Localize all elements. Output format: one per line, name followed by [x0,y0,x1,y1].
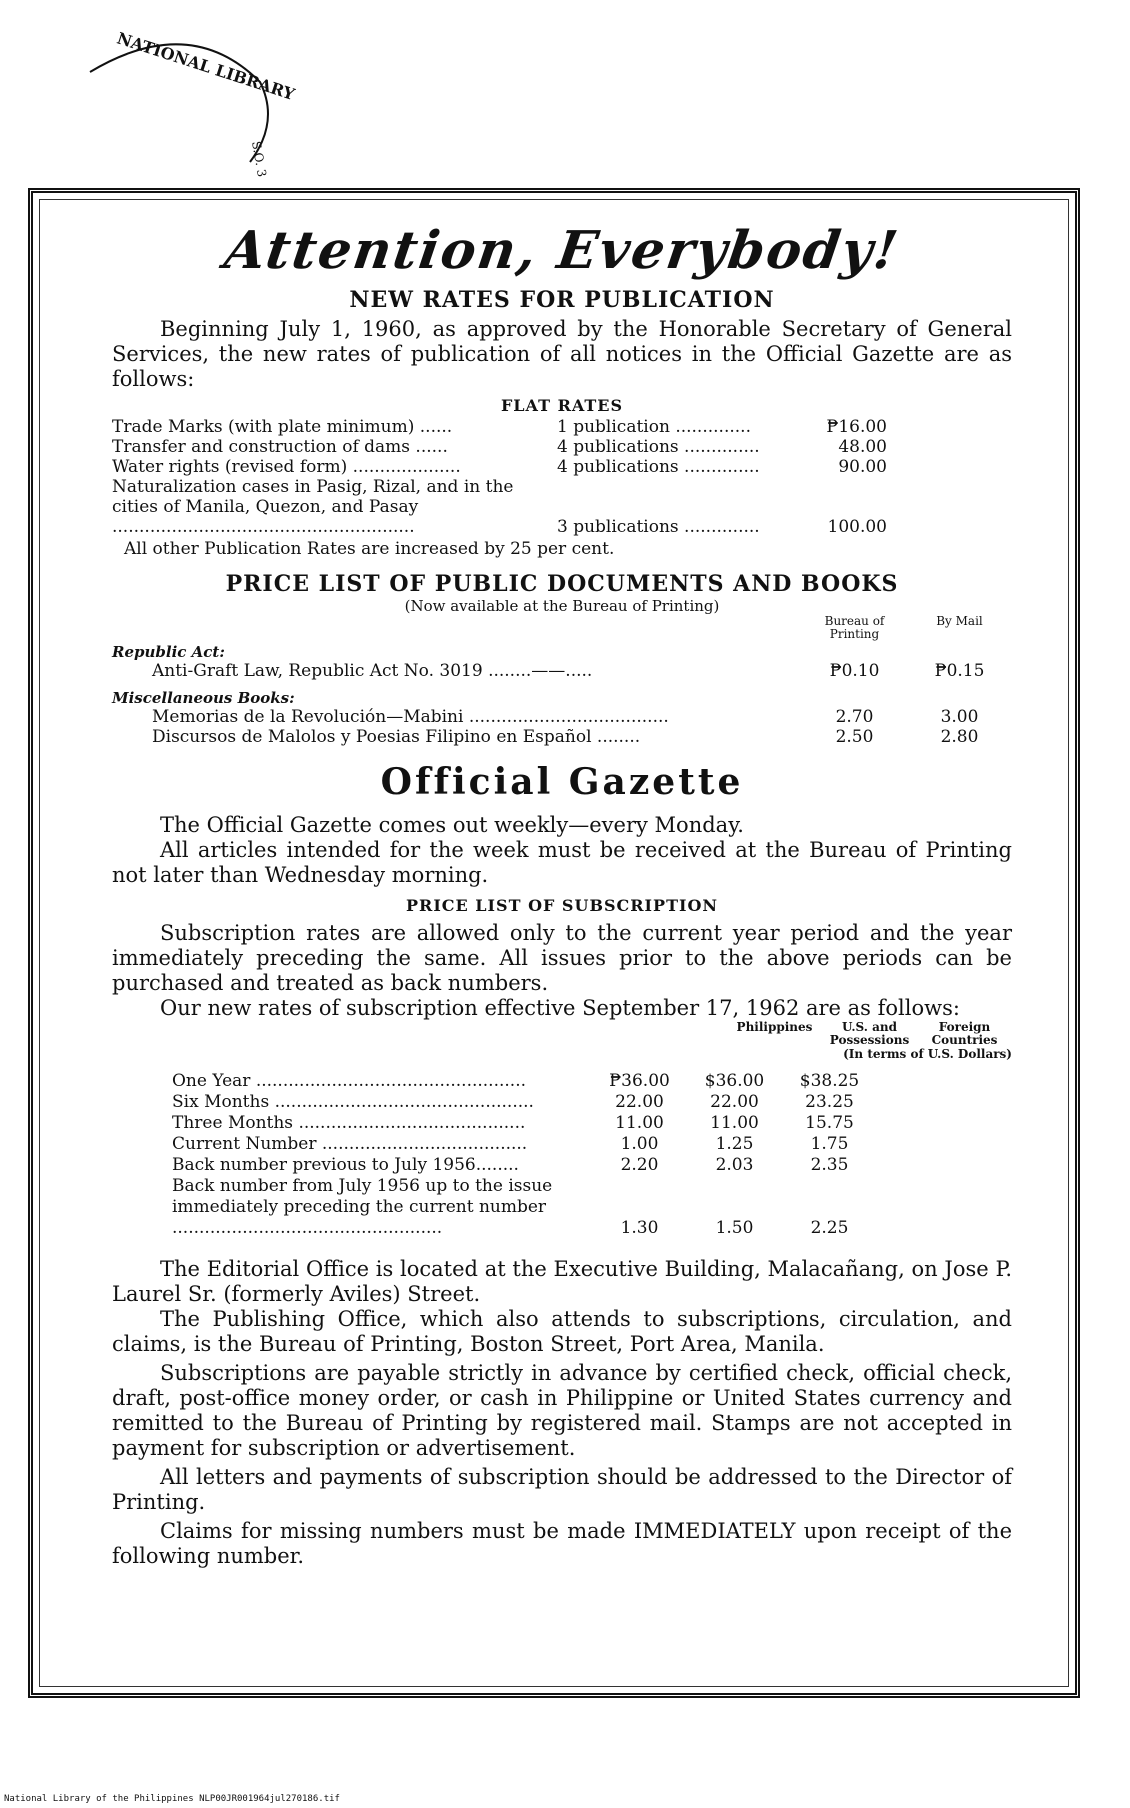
attention-heading: Attention, Everybody! [220,220,904,281]
doc-name: Anti-Graft Law, Republic Act No. 3019 ........——..... [152,661,593,681]
svg-text:S.O. 3: S.O. 3 [249,140,270,178]
gazette-p4: Our new rates of subscription effective September 17, 1962 are as follows: [160,996,960,1020]
subscription-row [112,1113,1012,1134]
subscription-row [112,1155,1012,1176]
rate-item: Trade Marks (with plate minimum) ...... [112,417,453,437]
rate-row [112,417,1012,437]
sub-period: One Year .................................................. [172,1071,527,1091]
subscription-row [112,1071,1012,1092]
sub-period: Current Number ...................................... [172,1134,528,1154]
col-us: U.S. and Possessions [829,1020,910,1047]
doc-price-mail: ₱0.15 [934,661,985,681]
sub-us: 2.03 [715,1155,754,1175]
sub-fc: $38.25 [799,1071,860,1091]
rate-pubs: 3 publications .............. [557,517,760,537]
flat-rates-title: FLAT RATES [500,396,624,415]
subscription-row [112,1176,1012,1239]
gazette-p5: The Editorial Office is located at the Executive Building, Malacañang, on Jose P. Laurel Sr. (formerly Aviles) Street. [112,1257,1012,1306]
section-misc-books: Miscellaneous Books: [112,689,295,707]
doc-price-bureau: ₱0.10 [829,661,880,681]
col-bureau: Bureau of Printing [824,614,885,641]
document-body [112,220,1012,1569]
rate-value: 48.00 [838,437,887,457]
subscription-columns-note: (In terms of U.S. Dollars) [843,1047,1012,1061]
price-list-title: PRICE LIST OF PUBLIC DOCUMENTS AND BOOKS [225,571,899,597]
sub-ph: 22.00 [615,1092,664,1112]
sub-fc: 1.75 [810,1134,849,1154]
subscription-columns [112,1021,1012,1047]
doc-name: Discursos de Malolos y Poesias Filipino en Español ........ [152,727,641,747]
rate-pubs: 4 publications .............. [557,437,760,457]
sub-ph: 2.20 [620,1155,659,1175]
rate-row [112,457,1012,477]
new-rates-title: NEW RATES FOR PUBLICATION [349,287,775,313]
subscription-row [112,1134,1012,1155]
svg-text:NATIONAL LIBRARY: NATIONAL LIBRARY [114,28,297,104]
rate-item: Water rights (revised form) .................... [112,457,461,477]
rate-pubs: 1 publication .............. [557,417,751,437]
rate-row [112,437,1012,457]
sub-period: Back number from July 1956 up to the issue immediately preceding the current number .................................................. [172,1176,553,1238]
doc-row [112,727,1012,747]
sub-us: 11.00 [710,1113,759,1133]
scan-footer: National Library of the Philippines NLP00JR001964jul270186.tif [4,1794,340,1804]
price-list-columns [112,615,1012,641]
doc-price-bureau: 2.50 [835,727,874,747]
rate-value: 90.00 [838,457,887,477]
doc-price-mail: 2.80 [940,727,979,747]
rate-row [112,477,1012,537]
doc-price-mail: 3.00 [940,707,979,727]
doc-name: Memorias de la Revolución—Mabini ..................................... [152,707,669,727]
sub-us: $36.00 [704,1071,765,1091]
gazette-p2: All articles intended for the week must be received at the Bureau of Printing not later than Wednesday morning. [112,838,1012,887]
sub-ph: 11.00 [615,1113,664,1133]
rate-value: 100.00 [827,517,887,537]
section-republic-act: Republic Act: [112,643,225,661]
sub-period: Three Months .......................................... [172,1113,526,1133]
doc-row [112,661,1012,681]
gazette-p8: All letters and payments of subscription should be addressed to the Director of Printing. [112,1465,1012,1514]
sub-us: 1.50 [715,1218,754,1238]
subscription-row [112,1092,1012,1113]
price-list-subtitle: (Now available at the Bureau of Printing) [404,597,720,615]
col-philippines: Philippines [736,1020,813,1034]
gazette-p7: Subscriptions are payable strictly in advance by certified check, official check, draft, post-office money order, or cash in Philippine or United States currency and remitted to the Bureau of Printing by registered mail. Stamps are not accepted in payment for subscription or advertisement. [112,1361,1012,1460]
doc-price-bureau: 2.70 [835,707,874,727]
gazette-p6: The Publishing Office, which also attends to subscriptions, circulation, and claims, is the Bureau of Printing, Boston Street, Port Area, Manila. [112,1307,1012,1356]
sub-ph: 1.00 [620,1134,659,1154]
doc-row [112,707,1012,727]
sub-us: 1.25 [715,1134,754,1154]
new-rates-intro: Beginning July 1, 1960, as approved by the Honorable Secretary of General Services, the new rates of publication of all notices in the Official Gazette are as follows: [112,317,1012,391]
subscription-price-title: PRICE LIST OF SUBSCRIPTION [405,896,719,915]
rate-pubs: 4 publications .............. [557,457,760,477]
sub-fc: 2.25 [810,1218,849,1238]
sub-period: Back number previous to July 1956........ [172,1155,519,1175]
sub-fc: 2.35 [810,1155,849,1175]
col-mail: By Mail [936,614,983,628]
sub-fc: 23.25 [805,1092,854,1112]
gazette-p1: The Official Gazette comes out weekly—every Monday. [160,813,744,837]
sub-period: Six Months ................................................ [172,1092,534,1112]
rate-value: ₱16.00 [826,417,887,437]
sub-us: 22.00 [710,1092,759,1112]
col-foreign: Foreign Countries [931,1020,998,1047]
gazette-p9: Claims for missing numbers must be made IMMEDIATELY upon receipt of the following number. [112,1519,1012,1568]
official-gazette-title: Official Gazette [380,761,744,803]
gazette-p3: Subscription rates are allowed only to the current year period and the year immediately preceding the same. All issues prior to the above periods can be purchased and treated as back numbers. [112,921,1012,995]
rate-item: Naturalization cases in Pasig, Rizal, and in the cities of Manila, Quezon, and Pasay ........................................................ [112,477,514,537]
sub-ph: ₱36.00 [609,1071,670,1091]
library-stamp [70,12,300,182]
rate-item: Transfer and construction of dams ...... [112,437,448,457]
sub-ph: 1.30 [620,1218,659,1238]
sub-fc: 15.75 [805,1113,854,1133]
rates-note: All other Publication Rates are increased by 25 per cent. [124,539,615,559]
